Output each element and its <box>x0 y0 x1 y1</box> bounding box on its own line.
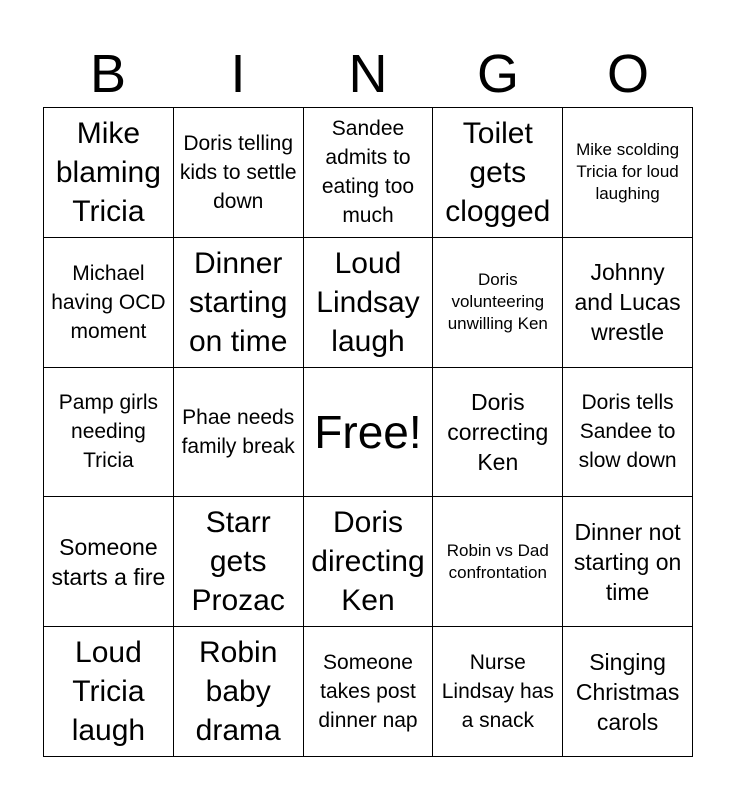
bingo-cell-r5-c3[interactable] <box>304 627 434 757</box>
bingo-cell-r1-c1[interactable] <box>44 108 174 238</box>
bingo-header <box>43 40 693 108</box>
bingo-cell-text: Sandee admits to eating too much <box>321 117 415 228</box>
bingo-cell-text: Robin vs Dad confrontation <box>446 540 549 582</box>
bingo-cell-r4-c5[interactable] <box>563 497 693 627</box>
bingo-cell-r1-c3[interactable] <box>304 108 434 238</box>
bingo-cell-text: Starr gets Prozac <box>191 506 285 618</box>
bingo-cell-r3-c4[interactable] <box>433 368 563 498</box>
bingo-cell-r5-c5[interactable] <box>563 627 693 757</box>
bingo-cell-text: Robin baby drama <box>195 636 281 748</box>
bingo-cell-text: Loud Tricia laugh <box>71 636 146 748</box>
bingo-cell-r4-c3[interactable] <box>304 497 434 627</box>
bingo-cell-text: Doris directing Ken <box>311 506 425 618</box>
bingo-cell-r5-c2[interactable] <box>174 627 304 757</box>
bingo-cell-text: Doris tells Sandee to slow down <box>578 391 677 473</box>
bingo-cell-text: Free! <box>314 405 422 458</box>
bingo-cell-text: Singing Christmas carols <box>575 648 680 735</box>
bingo-cell-text: Someone starts a fire <box>51 533 166 590</box>
bingo-cell-r4-c2[interactable] <box>174 497 304 627</box>
bingo-cell-text: Johnny and Lucas wrestle <box>574 259 681 346</box>
bingo-cell-text: Toilet gets clogged <box>445 116 551 228</box>
header-letter-o: O <box>606 44 649 104</box>
bingo-card-grid <box>43 107 693 757</box>
header-letter-i: I <box>230 44 246 104</box>
bingo-cell-r5-c1[interactable] <box>44 627 174 757</box>
bingo-cell-text: Someone takes post dinner nap <box>318 651 418 733</box>
bingo-cell-text: Doris telling kids to settle down <box>179 131 297 213</box>
bingo-cell-r3-c1[interactable] <box>44 368 174 498</box>
header-letter-g: G <box>476 44 519 104</box>
bingo-cell-text: Doris volunteering unwilling Ken <box>447 270 548 334</box>
bingo-cell-text: Phae needs family break <box>181 405 295 458</box>
bingo-cell-r2-c4[interactable] <box>433 238 563 368</box>
bingo-cell-r4-c4[interactable] <box>433 497 563 627</box>
bingo-cell-text: Dinner not starting on time <box>573 518 682 605</box>
bingo-cell-text: Mike blaming Tricia <box>55 116 161 228</box>
bingo-cell-r4-c1[interactable] <box>44 497 174 627</box>
bingo-cell-text: Loud Lindsay laugh <box>316 246 420 358</box>
bingo-cell-r1-c4[interactable] <box>433 108 563 238</box>
bingo-cell-text: Doris correcting Ken <box>447 388 549 475</box>
bingo-cell-text: Dinner starting on time <box>189 246 288 358</box>
bingo-cell-text: Pamp girls needing Tricia <box>58 391 158 473</box>
bingo-cell-r1-c2[interactable] <box>174 108 304 238</box>
bingo-cell-r3-c2[interactable] <box>174 368 304 498</box>
bingo-cell-r5-c4[interactable] <box>433 627 563 757</box>
bingo-cell-text: Michael having OCD moment <box>51 261 166 343</box>
bingo-free-space[interactable] <box>304 368 434 498</box>
header-letter-n: N <box>348 44 388 104</box>
bingo-cell-r1-c5[interactable] <box>563 108 693 238</box>
bingo-cell-r2-c2[interactable] <box>174 238 304 368</box>
bingo-cell-r3-c5[interactable] <box>563 368 693 498</box>
header-letter-b: B <box>89 44 127 104</box>
bingo-cell-r2-c3[interactable] <box>304 238 434 368</box>
bingo-cell-r2-c5[interactable] <box>563 238 693 368</box>
bingo-cell-text: Nurse Lindsay has a snack <box>441 651 554 733</box>
bingo-cell-r2-c1[interactable] <box>44 238 174 368</box>
bingo-cell-text: Mike scolding Tricia for loud laughing <box>576 140 680 204</box>
